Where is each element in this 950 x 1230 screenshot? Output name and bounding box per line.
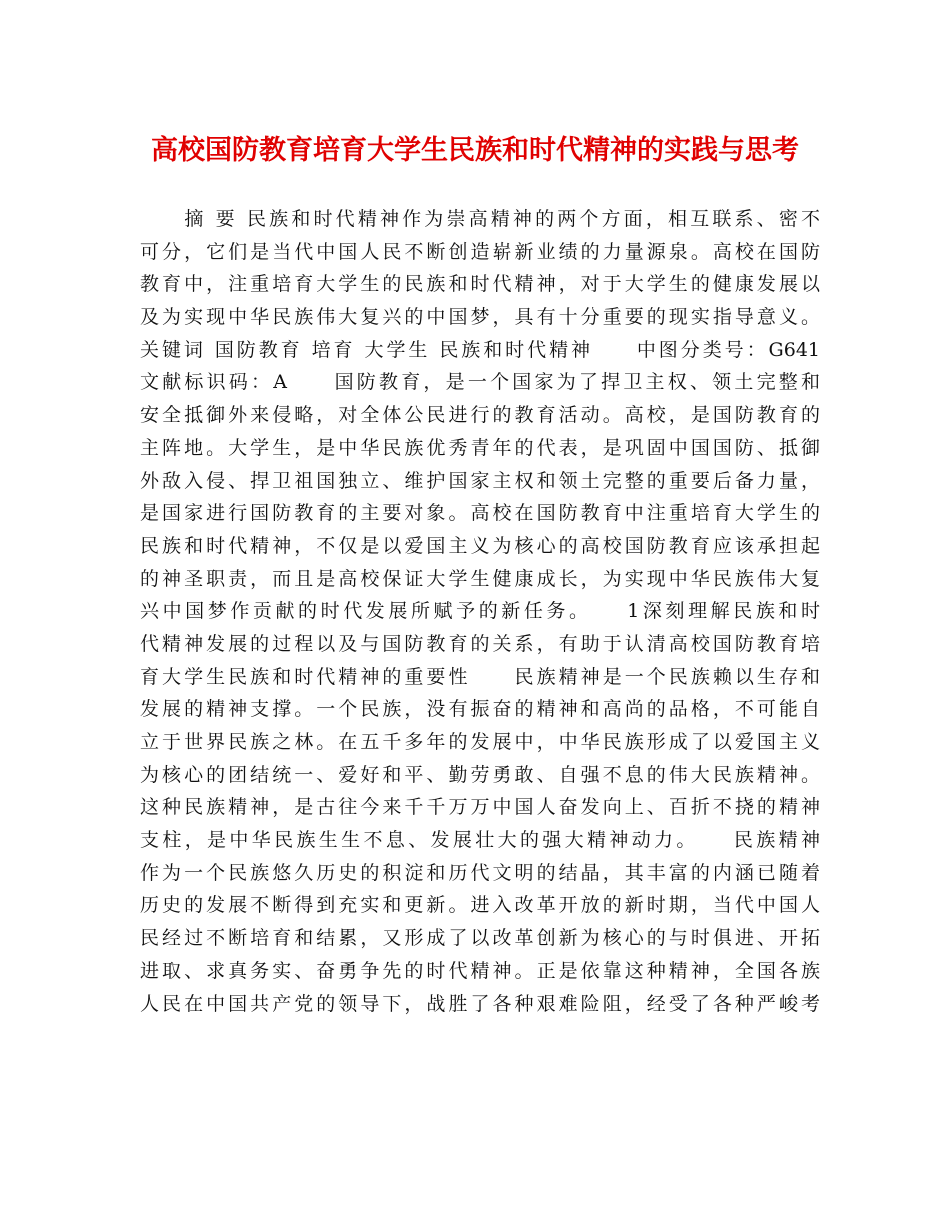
body-line: 兴中国梦作贡献的时代发展所赋予的新任务。 1深刻理解民族和时 [140,600,820,623]
body-line: 为核心的团结统一、爱好和平、勤劳勇敢、自强不息的伟大民族精神。 [140,763,820,786]
body-line: 代精神发展的过程以及与国防教育的关系，有助于认清高校国防教育培 [140,632,820,655]
body-line: 民族和时代精神，不仅是以爱国主义为核心的高校国防教育应该承担起 [140,534,820,557]
body-line: 安全抵御外来侵略，对全体公民进行的教育活动。高校，是国防教育的 [140,404,820,427]
body-line: 人民在中国共产党的领导下，战胜了各种艰难险阻，经受了各种严峻考 [140,992,820,1015]
body-line: 发展的精神支撑。一个民族，没有振奋的精神和高尚的品格，不可能自 [140,698,820,721]
body-line: 及为实现中华民族伟大复兴的中国梦，具有十分重要的现实指导意义。 [140,306,820,329]
body-line: 作为一个民族悠久历史的积淀和历代文明的结晶，其丰富的内涵已随着 [140,861,820,884]
body-line: 可分，它们是当代中国人民不断创造崭新业绩的力量源泉。高校在国防 [140,240,820,263]
body-line: 教育中，注重培育大学生的民族和时代精神，对于大学生的健康发展以 [140,273,820,296]
body-line: 摘 要 民族和时代精神作为崇高精神的两个方面，相互联系、密不 [140,208,820,230]
body-line: 文献标识码：A 国防教育，是一个国家为了捍卫主权、领土完整和 [140,371,820,394]
body-line: 外敌入侵、捍卫祖国独立、维护国家主权和领土完整的重要后备力量， [140,469,820,492]
body-line: 的神圣职责，而且是高校保证大学生健康成长，为实现中华民族伟大复 [140,567,820,590]
body-line: 支柱，是中华民族生生不息、发展壮大的强大精神动力。 民族精神 [140,829,820,852]
body-line: 关键词 国防教育 培育 大学生 民族和时代精神 中图分类号：G641 [140,338,820,361]
document-title: 高校国防教育培育大学生民族和时代精神的实践与思考 [151,135,799,166]
body-line: 这种民族精神，是古往今来千千万万中国人奋发向上、百折不挠的精神 [140,796,820,819]
body-line: 是国家进行国防教育的主要对象。高校在国防教育中注重培育大学生的 [140,502,820,525]
body-line: 历史的发展不断得到充实和更新。进入改革开放的新时期，当代中国人 [140,894,820,917]
body-line: 立于世界民族之林。在五千多年的发展中，中华民族形成了以爱国主义 [140,731,820,753]
body-line: 民经过不断培育和结累，又形成了以改革创新为核心的与时俱进、开拓 [140,927,820,950]
body-line: 育大学生民族和时代精神的重要性 民族精神是一个民族赖以生存和 [140,665,820,688]
body-line: 进取、求真务实、奋勇争先的时代精神。正是依靠这种精神，全国各族 [140,959,820,982]
document-body [140,203,820,1020]
body-line: 主阵地。大学生，是中华民族优秀青年的代表，是巩固中国国防、抵御 [140,436,820,459]
